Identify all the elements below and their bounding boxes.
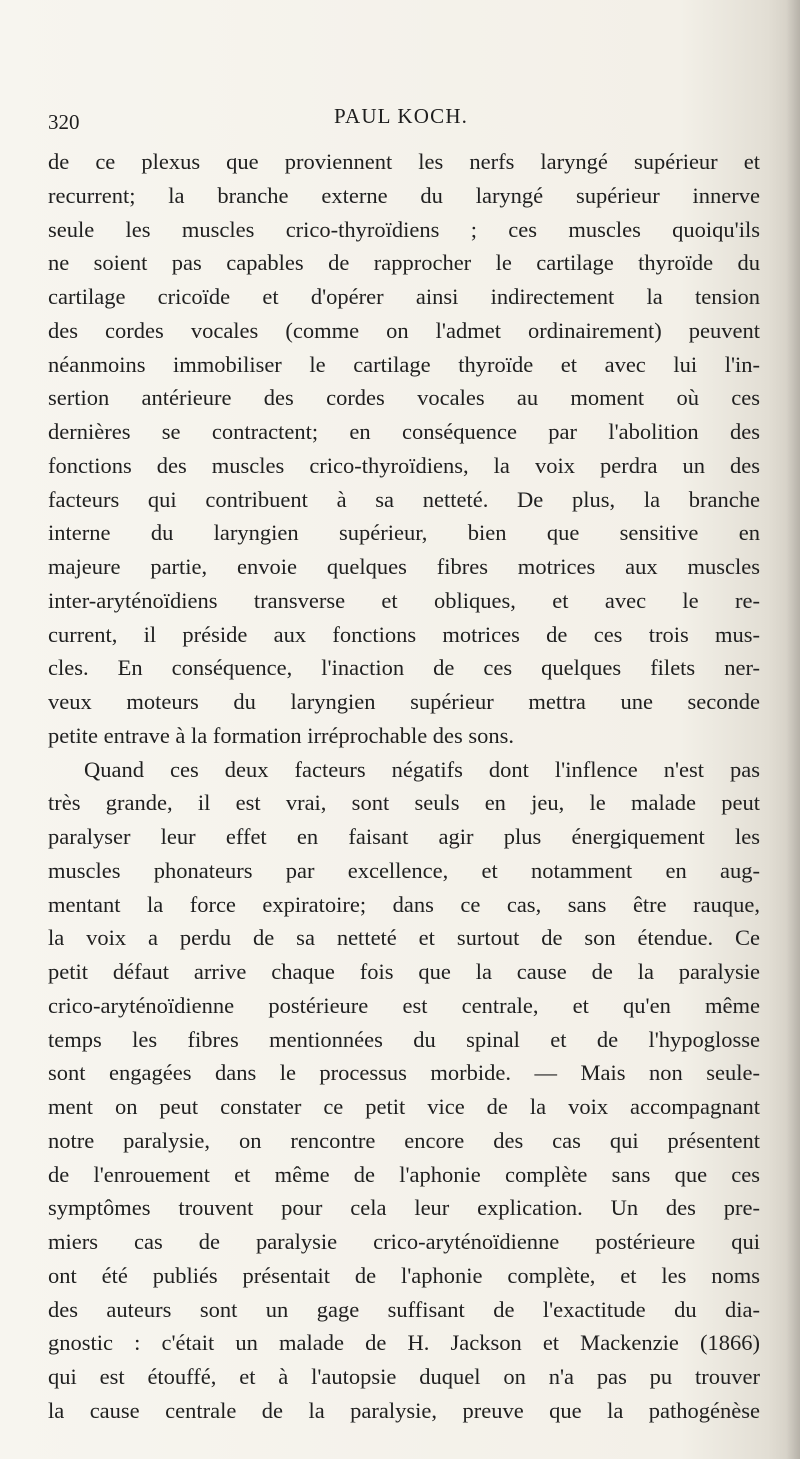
text-line: des cordes vocales (comme on l'admet ordinairement) peuvent xyxy=(48,317,760,343)
text-line: interne du laryngien supérieur, bien que sensitive en xyxy=(48,520,760,546)
text-line: fonctions des muscles crico-thyroïdiens, la voix perdra un des xyxy=(48,452,760,478)
text-line: mentant la force expiratoire; dans ce cas, sans être rauque, xyxy=(48,891,760,917)
running-head: PAUL KOCH. xyxy=(334,104,469,128)
text-line: dernières se contractent; en conséquence par l'abolition des xyxy=(48,419,760,444)
page-header xyxy=(48,104,758,136)
body-text xyxy=(48,145,760,1428)
text-line: current, il préside aux fonctions motrices de ces trois mus- xyxy=(48,621,760,647)
text-line: cartilage cricoïde et d'opérer ainsi indirectement la tension xyxy=(48,284,760,309)
text-line: temps les fibres mentionnées du spinal et de l'hypoglosse xyxy=(48,1026,760,1052)
text-line: muscles phonateurs par excellence, et notamment en aug- xyxy=(48,857,760,883)
text-line: sertion antérieure des cordes vocales au moment où ces xyxy=(48,385,760,411)
text-line: de ce plexus que proviennent les nerfs laryngé supérieur et xyxy=(48,149,760,174)
text-line: qui est étouffé, et à l'autopsie duquel on n'a pas pu trouver xyxy=(48,1364,760,1389)
text-line: miers cas de paralysie crico-aryténoïdienne postérieure qui xyxy=(48,1229,760,1254)
text-line: sont engagées dans le processus morbide. — Mais non seule- xyxy=(48,1060,760,1086)
text-line: la cause centrale de la paralysie, preuve que la pathogénèse xyxy=(48,1397,760,1423)
text-line: notre paralysie, on rencontre encore des cas qui présentent xyxy=(48,1127,760,1153)
text-line: seule les muscles crico-thyroïdiens ; ces muscles quoiqu'ils xyxy=(48,216,760,242)
text-line: la voix a perdu de sa netteté et surtout de son étendue. Ce xyxy=(48,925,760,951)
text-line: recurrent; la branche externe du laryngé supérieur innerve xyxy=(48,182,760,208)
text-line: inter-aryténoïdiens transverse et obliques, et avec le re- xyxy=(48,587,760,613)
text-line: ont été publiés présentait de l'aphonie complète, et les noms xyxy=(48,1262,760,1288)
text-line: gnostic : c'était un malade de H. Jackson et Mackenzie (1866) xyxy=(48,1330,760,1356)
text-line: symptômes trouvent pour cela leur explication. Un des pre- xyxy=(48,1195,760,1221)
text-line: Quand ces deux facteurs négatifs dont l'inflence n'est pas xyxy=(84,756,760,782)
text-line: crico-aryténoïdienne postérieure est centrale, et qu'en même xyxy=(48,992,760,1018)
text-line: facteurs qui contribuent à sa netteté. De plus, la branche xyxy=(48,486,760,512)
page-edge-shadow xyxy=(786,0,800,1459)
text-line: veux moteurs du laryngien supérieur mettra une seconde xyxy=(48,689,760,714)
text-line: petite entrave à la formation irréprochable des sons. xyxy=(48,722,515,748)
text-line: très grande, il est vrai, sont seuls en jeu, le malade peut xyxy=(48,790,760,816)
text-line: ne soient pas capables de rapprocher le cartilage thyroïde du xyxy=(48,250,760,276)
text-line: des auteurs sont un gage suffisant de l'exactitude du dia- xyxy=(48,1296,760,1322)
page-number: 320 xyxy=(48,110,80,134)
text-line: paralyser leur effet en faisant agir plus énergiquement les xyxy=(48,824,760,849)
text-line: petit défaut arrive chaque fois que la cause de la paralysie xyxy=(48,959,760,984)
text-line: ment on peut constater ce petit vice de la voix accompagnant xyxy=(48,1094,760,1119)
text-line: de l'enrouement et même de l'aphonie complète sans que ces xyxy=(48,1161,760,1187)
text-line: majeure partie, envoie quelques fibres motrices aux muscles xyxy=(48,554,760,579)
text-line: néanmoins immobiliser le cartilage thyroïde et avec lui l'in- xyxy=(48,351,760,377)
text-line: cles. En conséquence, l'inaction de ces quelques filets ner- xyxy=(48,655,760,681)
